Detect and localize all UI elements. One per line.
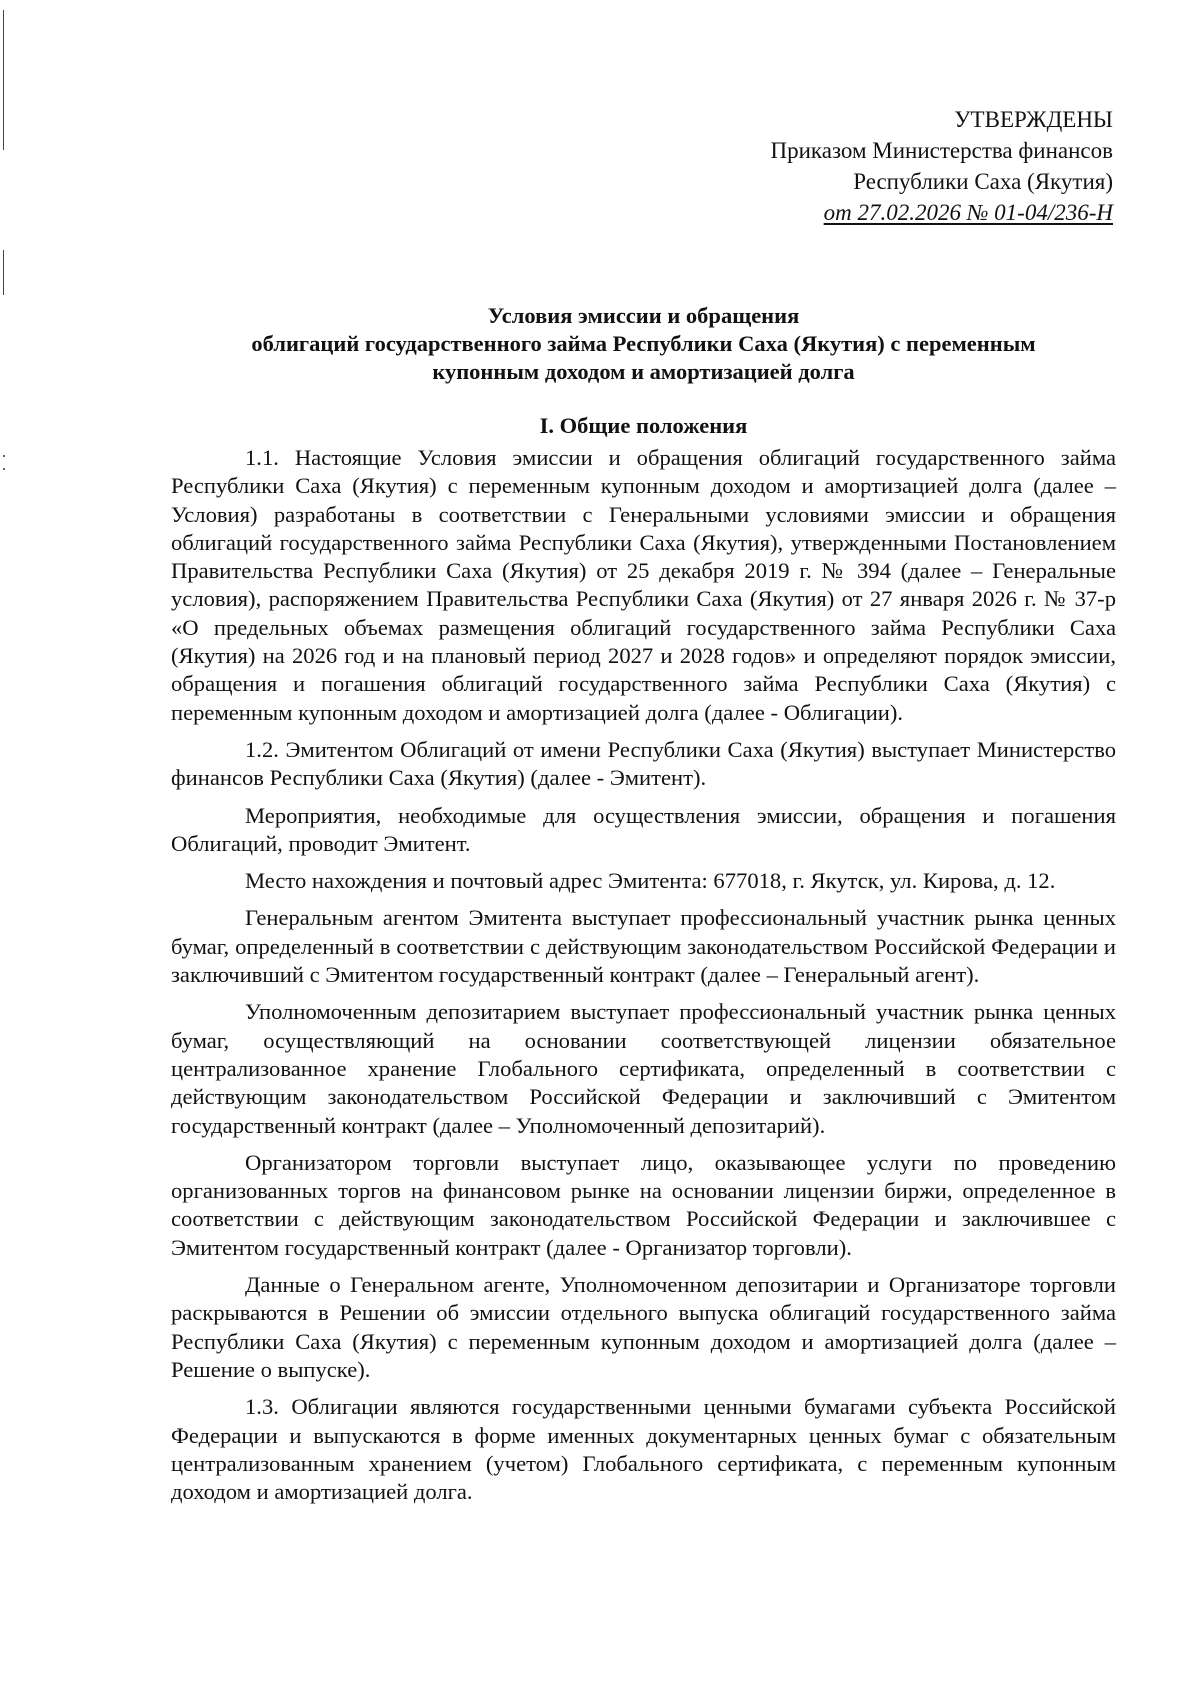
document-title-line-2: облигаций государственного займа Республики Саха (Якутия) с переменным	[251, 331, 1036, 356]
paragraph-emitter-address: Место нахождения и почтовый адрес Эмитента: 677018, г. Якутск, ул. Кирова, д. 12.	[245, 868, 1056, 894]
scan-edge-mark	[3, 10, 4, 150]
document-title-line-3: купонным доходом и амортизацией долга	[432, 359, 855, 384]
section-heading: I. Общие положения	[539, 413, 748, 438]
paragraph-disclosure: Данные о Генеральном агенте, Уполномоченном депозитарии и Организаторе торговли раскрываются в Решении об эмиссии отдельного выпуска облигаций государственного займа Республики Саха (Якутия) с переменным купонным доходом и амортизацией долга (далее – Решение о выпуске).	[171, 1272, 1116, 1382]
paragraph-trade-organizer: Организатором торговли выступает лицо, оказывающее услуги по проведению организованных торгов на финансовом рынке на основании лицензии биржи, определенное в соответствии с действующим законодательством Российской Федерации и заключившее с Эмитентом государственный контракт (далее - Организатор торговли).	[171, 1149, 1116, 1260]
paragraph-authorized-depository: Уполномоченным депозитарием выступает профессиональный участник рынка ценных бумаг, осуществляющий на основании соответствующей лицензии обязательное централизованное хранение Глобального сертификата, определенный в соответствии с действующим законодательством Российской Федерации и заключивший с Эмитентом государственный контракт (далее – Уполномоченный депозитарий).	[171, 999, 1116, 1138]
paragraph-1-1: 1.1. Настоящие Условия эмиссии и обращения облигаций государственного займа Республики Саха (Якутия) с переменным купонным доходом и амортизацией долга (далее – Условия) разработаны в соответствии с Генеральными условиями эмиссии и обращения облигаций государственного займа Республики Саха (Якутия), утвержденными Постановлением Правительства Республики Саха (Якутия) от 25 декабря 2019 г. № 394 (далее – Генеральные условия), распоряжением Правительства Республики Саха (Якутия) от 27 января 2026 г. № 37-р «О предельных объемах размещения облигаций государственного займа Республики Саха (Якутия) на 2026 год и на плановый период 2027 и 2028 годов» и определяют порядок эмиссии, обращения и погашения облигаций государственного займа Республики Саха (Якутия) с переменным купонным доходом и амортизацией долга (далее - Облигации).	[171, 445, 1116, 725]
paragraph-1-2: 1.2. Эмитентом Облигаций от имени Республики Саха (Якутия) выступает Министерство финансов Республики Саха (Якутия) (далее - Эмитент).	[171, 736, 1116, 791]
scan-edge-mark	[3, 250, 4, 295]
paragraph-1-3: 1.3. Облигации являются государственными ценными бумагами субъекта Российской Федерации и выпускаются в форме именных документарных ценных бумаг с обязательным централизованным хранением (учетом) Глобального сертификата, с переменным купонным доходом и амортизацией долга.	[171, 1394, 1116, 1505]
paragraph-general-agent: Генеральным агентом Эмитента выступает профессиональный участник рынка ценных бумаг, определенный в соответствии с действующим законодательством Российской Федерации и заключивший с Эмитентом государственный контракт (далее – Генеральный агент).	[171, 905, 1116, 988]
approval-authority-line-1: Приказом Министерства финансов	[770, 138, 1113, 163]
paragraph-emitter-activities: Мероприятия, необходимые для осуществления эмиссии, обращения и погашения Облигаций, проводит Эмитент.	[171, 802, 1116, 856]
document-title	[171, 302, 1116, 386]
approval-status: УТВЕРЖДЕНЫ	[954, 107, 1113, 132]
document-title-line-1: Условия эмиссии и обращения	[487, 303, 800, 328]
scan-edge-dot	[3, 455, 5, 457]
approval-block	[771, 104, 1114, 228]
approval-order-reference: от 27.02.2026 № 01-04/236-Н	[823, 200, 1113, 225]
document-body	[171, 302, 1116, 1515]
approval-authority-line-2: Республики Саха (Якутия)	[853, 169, 1113, 194]
scan-edge-dot	[3, 468, 5, 470]
